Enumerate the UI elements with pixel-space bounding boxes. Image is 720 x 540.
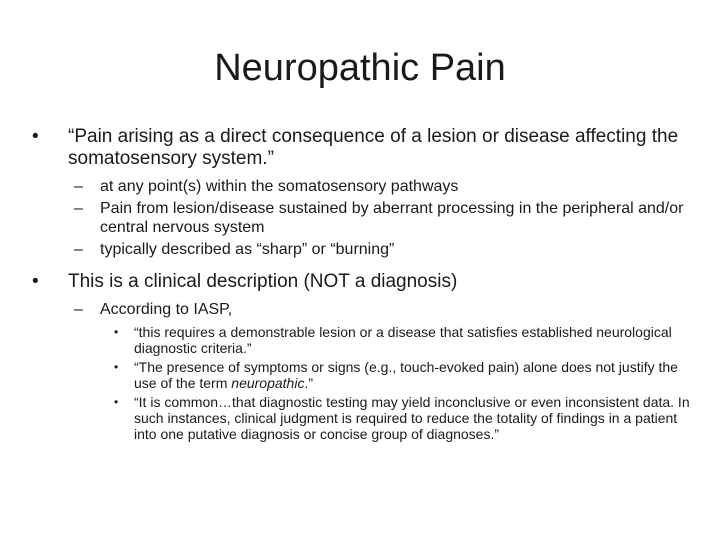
sub-item-text: Pain from lesion/disease sustained by aberrant processing in the peripheral and/or central nervous system [100,200,684,236]
sub-sub-item-text: “this requires a demonstrable lesion or a disease that satisfies established neurological diagnostic criteria.” [134,324,672,356]
dot-marker: • [114,325,119,339]
quote-text: “The presence of symptoms or signs (e.g., touch-evoked pain) alone does not justify the use of the term [134,359,678,391]
quote-end: .” [304,375,314,391]
dash-marker: – [74,301,83,318]
bullet-marker: • [32,271,39,292]
sub-item [26,240,696,259]
sub-sub-item-text: “It is common…that diagnostic testing may yield inconclusive or even inconsistent data. In such instances, clinical judgment is required to reduce the totality of findings in a patient into one putative diagnosis or concise group of diagnoses.” [134,394,690,442]
sub-sub-item [26,359,696,391]
slide-title: Neuropathic Pain [214,47,506,89]
dot-marker: • [114,395,119,409]
sub-sub-list [26,324,696,442]
dash-marker: – [74,241,83,258]
bullet-text: “Pain arising as a direct consequence of a lesion or disease affecting the somatosensory system.” [68,126,679,169]
bullet-text: This is a clinical description (NOT a diagnosis) [68,271,458,292]
dash-marker: – [74,178,83,195]
sub-item-text: at any point(s) within the somatosensory pathways [100,178,459,195]
sub-list [26,300,696,442]
dot-marker: • [114,360,119,374]
sub-item [26,177,696,196]
sub-item-text: typically described as “sharp” or “burning” [100,241,395,258]
sub-sub-item [26,394,696,442]
bullet-item [26,126,696,170]
sub-sub-item-text [134,359,678,391]
sub-sub-item [26,324,696,356]
emphasis-term: neuropathic [231,375,305,391]
sub-item [26,199,696,237]
slide-content [26,126,696,448]
sub-list [26,177,696,259]
bullet-item [26,271,696,293]
dash-marker: – [74,200,83,217]
bullet-marker: • [32,126,39,147]
sub-item [26,300,696,319]
sub-item-text: According to IASP, [100,301,233,318]
